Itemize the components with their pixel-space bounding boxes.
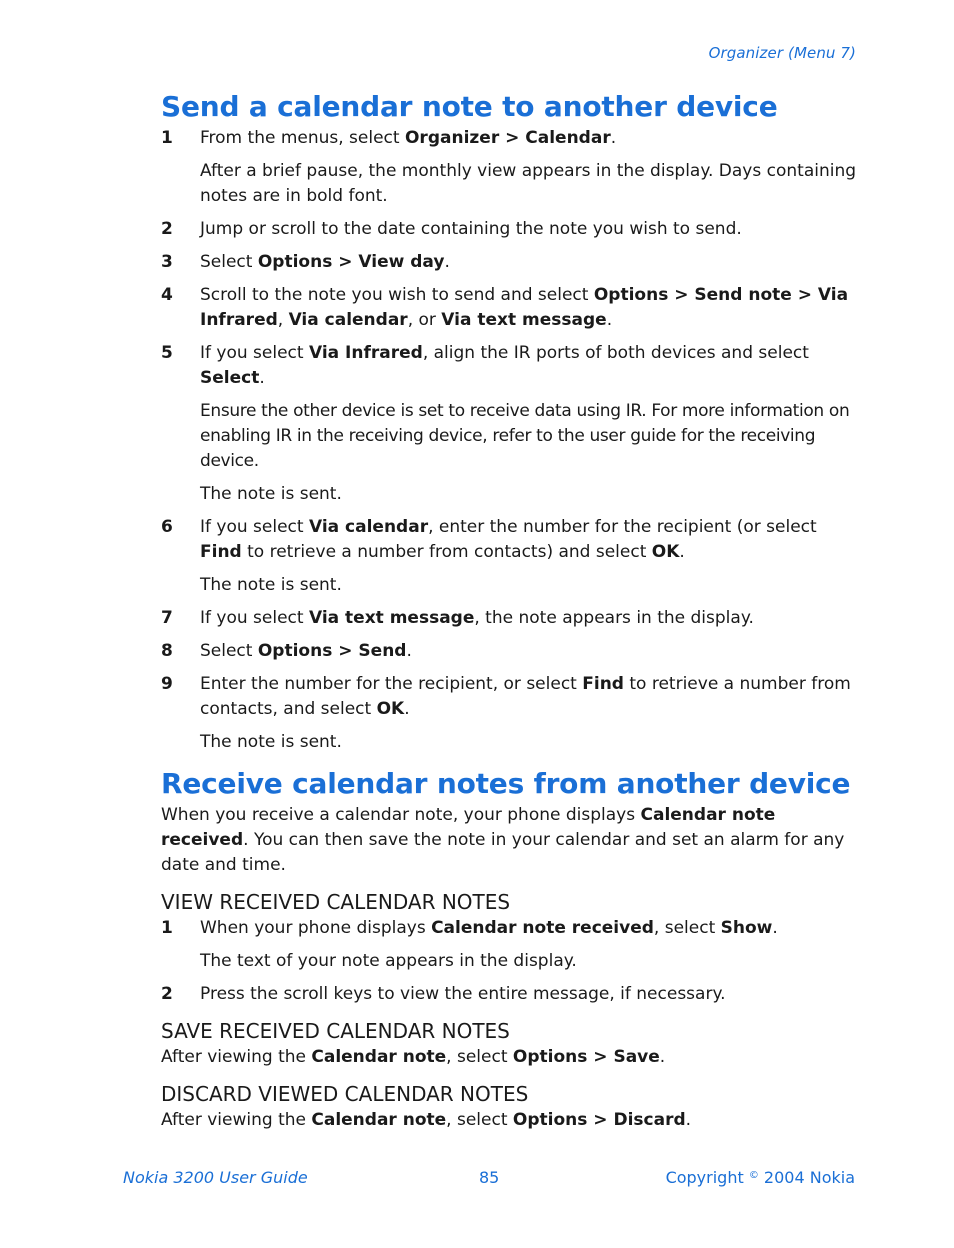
step-number: 6 xyxy=(161,517,173,537)
section-intro: When you receive a calendar note, your phone displays Calendar note received. You can then save the note in your calendar and set an alarm for any date and time. xyxy=(161,805,845,875)
step-number: 7 xyxy=(161,608,173,628)
step-number: 3 xyxy=(161,252,173,272)
subsection-title-save: SAVE RECEIVED CALENDAR NOTES xyxy=(161,1019,510,1043)
footer-copyright: Copyright © 2004 Nokia xyxy=(665,1168,855,1187)
step-text: If you select Via calendar, enter the number for the recipient (or select Find to retrieve a number from contacts) and select OK. xyxy=(200,517,817,562)
view-step-2 xyxy=(161,982,861,1007)
step-text: Scroll to the note you wish to send and select Options > Send note > Via Infrared, Via calendar, or Via text message. xyxy=(200,285,849,330)
step-number: 1 xyxy=(161,918,173,938)
page-number: 85 xyxy=(479,1168,500,1187)
step-text: Select Options > Send. xyxy=(200,641,412,661)
save-instructions: After viewing the Calendar note, select Options > Save. xyxy=(161,1047,666,1067)
step-text: Enter the number for the recipient, or select Find to retrieve a number from contacts, and select OK. xyxy=(200,674,851,719)
step-number: 5 xyxy=(161,343,173,363)
subsection-title-view: VIEW RECEIVED CALENDAR NOTES xyxy=(161,890,511,914)
step-text: If you select Via Infrared, align the IR ports of both devices and select Select. xyxy=(200,343,809,388)
step-text: If you select Via text message, the note appears in the display. xyxy=(200,608,754,628)
step-6-result: The note is sent. xyxy=(200,575,342,595)
step-8 xyxy=(161,639,861,664)
step-1-note: After a brief pause, the monthly view appears in the display. Days containing notes are in bold font. xyxy=(200,161,857,206)
step-5-result: The note is sent. xyxy=(200,484,342,504)
page-footer xyxy=(0,1168,954,1192)
copyright-symbol: © xyxy=(748,1170,759,1181)
step-number: 8 xyxy=(161,641,173,661)
step-9 xyxy=(161,672,861,722)
view-step-1 xyxy=(161,916,861,941)
section-title-receive: Receive calendar notes from another device xyxy=(161,767,851,800)
running-header: Organizer (Menu 7) xyxy=(708,44,856,62)
step-7 xyxy=(161,606,861,631)
step-number: 2 xyxy=(161,219,173,239)
step-number: 9 xyxy=(161,674,173,694)
section-title-send: Send a calendar note to another device xyxy=(161,90,778,123)
view-step-1-result: The text of your note appears in the display. xyxy=(200,951,577,971)
step-text: Select Options > View day. xyxy=(200,252,450,272)
step-number: 4 xyxy=(161,285,173,305)
footer-guide-title: Nokia 3200 User Guide xyxy=(123,1168,308,1187)
step-5-note: Ensure the other device is set to receive data using IR. For more information on enabling IR in the receiving device, refer to the user guide for the receiving device. xyxy=(200,401,850,471)
step-number: 1 xyxy=(161,128,173,148)
subsection-title-discard: DISCARD VIEWED CALENDAR NOTES xyxy=(161,1082,529,1106)
step-1 xyxy=(161,126,861,151)
step-5 xyxy=(161,341,861,391)
step-6 xyxy=(161,515,861,565)
step-3 xyxy=(161,250,861,275)
discard-instructions: After viewing the Calendar note, select Options > Discard. xyxy=(161,1110,692,1130)
step-text: Press the scroll keys to view the entire message, if necessary. xyxy=(200,984,726,1004)
step-2 xyxy=(161,217,861,242)
step-text: Jump or scroll to the date containing the note you wish to send. xyxy=(200,219,742,239)
step-9-result: The note is sent. xyxy=(200,732,342,752)
step-text: From the menus, select Organizer > Calendar. xyxy=(200,128,617,148)
page-content xyxy=(161,88,861,1133)
step-number: 2 xyxy=(161,984,173,1004)
step-text: When your phone displays Calendar note received, select Show. xyxy=(200,918,778,938)
step-4 xyxy=(161,283,861,333)
